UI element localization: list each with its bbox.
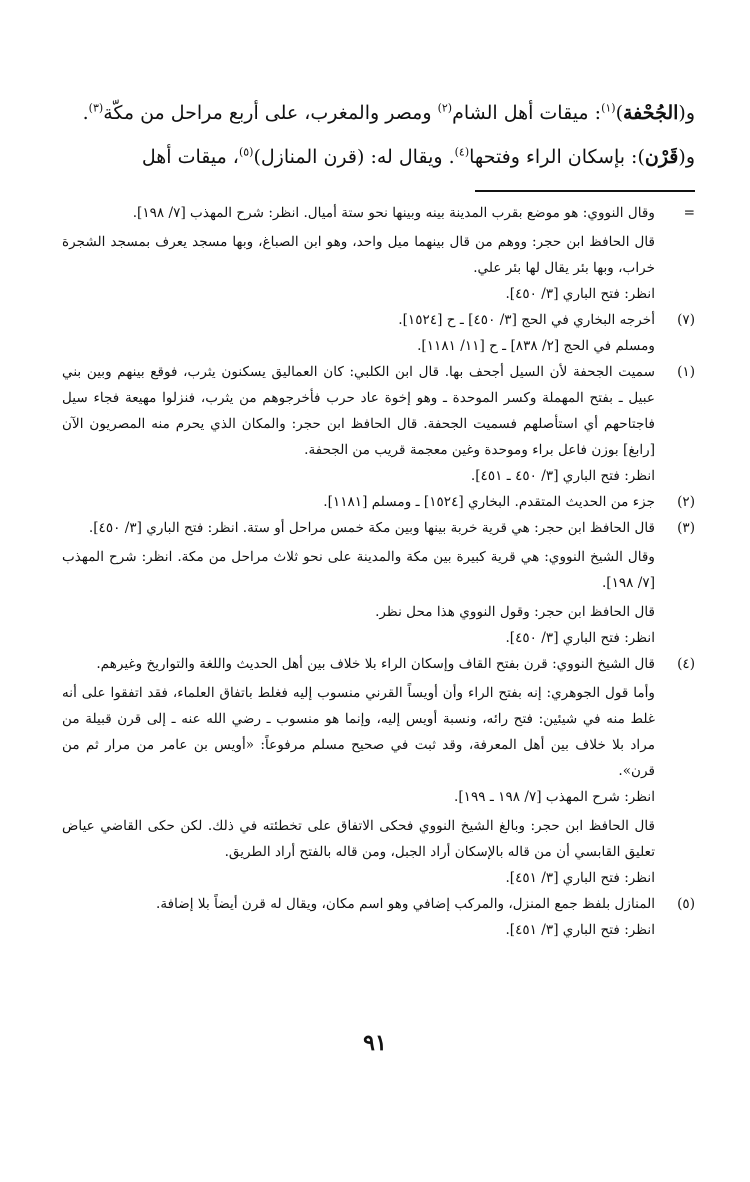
footnote-number: (٢) (677, 494, 695, 510)
footnote-line: قال الحافظ ابن حجر: وبالغ الشيخ النووي فحكى الاتفاق على تخطئته في ذلك. لكن حكى القاضي عياض تعليق القابسي أن من قاله بالإسكان أراد الجبل، ومن قاله بالفتح أراد الطريق. (62, 818, 655, 860)
footnote-line: ومسلم في الحج [٢/ ٨٣٨] ـ ح [١١/ ١١٨١]. (417, 338, 655, 354)
footnote-line: انظر: فتح الباري [٣/ ٤٥١]. (505, 922, 655, 938)
term-juhfa: الجُحْفة (623, 102, 679, 124)
paragraph-qarn: و(قَرْن): بإسكان الراء وفتحها$^{(٤)}$. ويقال له: (قرن المنازل)$^{(٥)}$، ميقات أهل (141, 145, 695, 168)
footnote-line: المنازل بلفظ جمع المنزل، والمركب إضافي وهو اسم مكان، ويقال له قرن أيضاً بلا إضافة. (156, 896, 655, 912)
footnote-3 (62, 515, 695, 651)
footnote-line: قال الحافظ ابن حجر: ووهم من قال بينهما ميل واحد، وهو ابن الصباغ، وبها مسجد يعرف بمسجد الشجرة خراب، وبها بئر يقال لها بئر علي. (62, 234, 655, 276)
footnote-line: انظر: فتح الباري [٣/ ٤٥٠]. (505, 286, 655, 302)
footnote-1 (62, 359, 695, 489)
footnote-5 (62, 891, 695, 943)
footnote-separator (475, 190, 695, 192)
paragraph-juhfa: و(الجُحْفة)$^{(١)}$: ميقات أهل الشام$^{(٢)}$ ومصر والمغرب، على أربع مراحل من مكّة$^{(٣)}$. (82, 101, 695, 124)
term-qarn: قَرْن (644, 146, 679, 168)
footnote-line: وقال الشيخ النووي: هي قرية كبيرة بين مكة والمدينة على نحو ثلاث مراحل من مكة. انظر: شرح المهذب [٧/ ١٩٨]. (62, 549, 655, 591)
footnote-number: (٣) (677, 520, 695, 536)
footnote-line: جزء من الحديث المتقدم. البخاري [١٥٢٤] ـ ومسلم [١١٨١]. (323, 494, 655, 510)
footnote-line: أخرجه البخاري في الحج [٣/ ٤٥٠] ـ ح [١٥٢٤]. (398, 312, 655, 328)
footnote-4 (62, 651, 695, 891)
footnote-line: وأما قول الجوهري: إنه بفتح الراء وأن أويساً القرني منسوب إليه فغلط باتفاق العلماء، فقد اتفقوا على أنه غلط منه في شيئين: فتح رائه، ونسبة أويس إليه، وإنما هو منسوب ـ رضي الله عنه ـ إلى قرن قبيلة من مراد بلا خلاف بين أهل المعرفة، وقد ثبت في صحيح مسلم مرفوعاً: «أويس بن عامر من مرار ثم من قرن». (62, 685, 655, 779)
footnote-7 (62, 307, 695, 359)
footnote-ref-5[interactable]: (٥) (238, 145, 254, 159)
footnote-ref-2[interactable]: (٢) (437, 101, 453, 115)
footnote-line: انظر: فتح الباري [٣/ ٤٥١]. (505, 870, 655, 886)
page-number: ٩١ (363, 1030, 387, 1056)
footnote-number: (١) (677, 364, 695, 380)
footnote-line: سميت الجحفة لأن السيل أجحف بها. قال ابن الكلبي: كان العماليق يسكنون يثرب، فوقع بينهم وبين بني عبيل ـ بفتح المهملة وكسر الموحدة ـ وهو إخوة عاد حرب فأخرجوهم من يثرب، فنزلوا مهيعة فجاء سيل فاجتاحهم أي استأصلهم فسميت الجحفة. قال الحافظ ابن حجر: والمكان الذي يحرم منه المصريون الآن [رابغ] بوزن فاعل براء وموحدة وغين معجمة قريب من الجحفة. (62, 364, 655, 458)
footnote-line: وقال النووي: هو موضع بقرب المدينة بينه وبينها نحو ستة أميال. انظر: شرح المهذب [٧/ ١٩٨]. (132, 205, 655, 221)
footnote-number: (٤) (677, 656, 695, 672)
footnote-line: انظر: فتح الباري [٣/ ٤٥٠ ـ ٤٥١]. (470, 468, 655, 484)
footnote-ref-1[interactable]: (١) (601, 101, 616, 115)
footnote-ref-3[interactable]: (٣) (88, 101, 104, 115)
footnote-ref-4[interactable]: (٤) (454, 145, 470, 159)
footnote-line: قال الحافظ ابن حجر: هي قرية خربة بينها وبين مكة خمس مراحل أو ستة. انظر: فتح الباري [٣/ ٤٥٠]. (88, 520, 655, 536)
footnote-line: قال الحافظ ابن حجر: وقول النووي هذا محل نظر. (375, 604, 655, 620)
footnote-number: (٥) (677, 896, 695, 912)
page (62, 95, 695, 943)
footnotes (62, 200, 695, 943)
footnote-continued (62, 200, 695, 307)
main-text (62, 95, 695, 176)
footnote-line: انظر: شرح المهذب [٧/ ١٩٨ ـ ١٩٩]. (454, 789, 655, 805)
footnote-line: قال الشيخ النووي: قرن بفتح القاف وإسكان الراء بلا خلاف بين أهل الحديث واللغة والتواريخ وغيرهم. (96, 656, 655, 672)
footnote-number: = (683, 205, 695, 221)
footnote-2 (62, 489, 695, 515)
footnote-line: انظر: فتح الباري [٣/ ٤٥٠]. (505, 630, 655, 646)
footnote-number: (٧) (677, 312, 695, 328)
